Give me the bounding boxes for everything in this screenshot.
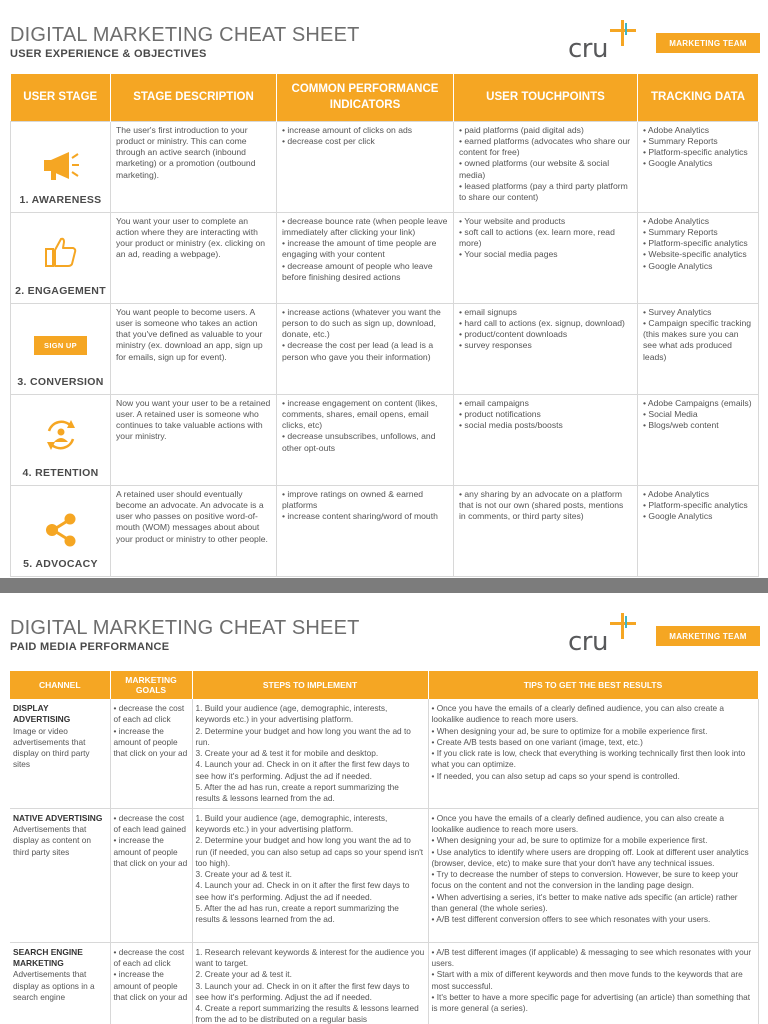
channel-cell — [10, 808, 110, 942]
sign-up-button-icon: SIGN UP — [34, 336, 87, 355]
table-row — [10, 942, 758, 1024]
list-item: 3. Create your ad & test it. — [195, 869, 292, 880]
list-item: • Summary Reports — [643, 226, 718, 237]
list-item: • earned platforms (advocates who share our content for free) — [459, 135, 631, 158]
list-item: • increase the amount of time people are engaging with your content — [282, 238, 437, 260]
list-item: 1. Build your audience (age, demographic, interests, keywords etc.) in your advertising platform. — [195, 812, 388, 834]
megaphone-icon — [41, 148, 81, 184]
list-item: • decrease bounce rate (when people leave immediately after clicking your link) — [282, 215, 448, 237]
tracking-cell — [638, 121, 759, 212]
header-stage-description: STAGE DESCRIPTION — [111, 74, 277, 121]
list-item: • Your social media pages — [459, 249, 558, 260]
list-item: • decrease the cost of each ad click — [113, 946, 185, 968]
table-header-row — [11, 74, 759, 121]
list-item: • decrease cost per click — [282, 135, 375, 146]
indicators-cell — [277, 212, 454, 303]
tracking-cell — [638, 303, 759, 394]
goals-cell — [110, 808, 192, 942]
tips-cell — [428, 808, 758, 942]
list-item: • Platform-specific analytics — [643, 147, 748, 158]
header-tips: TIPS TO GET THE BEST RESULTS — [428, 671, 758, 699]
table-row — [10, 699, 758, 808]
list-item: 1. Build your audience (age, demographic, interests, keywords etc.) in your advertising platform. — [195, 703, 388, 725]
share-icon — [44, 512, 78, 548]
list-item: • Google Analytics — [643, 260, 713, 271]
list-item: • any sharing by an advocate on a platform that is not our own (shared posts, mentions in comments, or third party sites) — [459, 488, 624, 522]
list-item: • survey responses — [459, 340, 532, 351]
channel-name: NATIVE ADVERTISING — [13, 812, 103, 823]
list-item: • If needed, you can also setup ad caps so your spend is controlled. — [431, 770, 680, 781]
list-item: 4. Create a report summarizing the results & lessons learned from the ad to be distributed on a regular basis — [195, 1003, 419, 1024]
list-item: • A/B test different images (if applicable) & messaging to see which resonates with your users. — [431, 946, 752, 968]
list-item: 4. Launch your ad. Check in on it after the first few days to see how it's performing. Adjust the ad if needed. — [195, 759, 410, 781]
thumbs-up-icon — [44, 235, 78, 269]
touchpoints-cell — [454, 394, 638, 485]
header-marketing-goals: MARKETING GOALS — [110, 671, 192, 699]
list-item: • Google Analytics — [643, 158, 713, 169]
list-item: • owned platforms (our website & social media) — [459, 158, 610, 180]
list-item: • If you click rate is low, check that everything is working technically first then look into what you can optimize. — [431, 748, 746, 770]
list-item: • increase the amount of people that click on your ad — [113, 835, 188, 868]
list-item: • Create A/B tests based on one variant (image, text, etc.) — [431, 736, 643, 747]
list-item: 1. Research relevant keywords & interest for the audience you want to target. — [195, 946, 425, 968]
page-subtitle: PAID MEDIA PERFORMANCE — [10, 641, 170, 653]
list-item: • social media posts/boosts — [459, 420, 563, 431]
list-item: • Adobe Analytics — [643, 488, 710, 499]
cru-logo — [568, 613, 638, 659]
list-item: • When designing your ad, be sure to optimize for a mobile experience first. — [431, 725, 708, 736]
user-stages-table — [10, 74, 759, 577]
header-steps: STEPS TO IMPLEMENT — [192, 671, 428, 699]
logo-text: cru — [568, 34, 608, 64]
tracking-cell — [638, 212, 759, 303]
list-item: • increase content sharing/word of mouth — [282, 511, 438, 522]
stage-cell — [11, 212, 111, 303]
list-item: • A/B test different conversion offers to see which resonates with your users. — [431, 914, 711, 925]
marketing-team-badge: MARKETING TEAM — [656, 33, 760, 53]
stage-cell — [11, 485, 111, 576]
list-item: • Start with a mix of different keywords and then move funds to the keywords that are most successful. — [431, 969, 743, 991]
table-row — [11, 485, 759, 576]
touchpoints-cell — [454, 121, 638, 212]
list-item: • Blogs/web content — [643, 420, 719, 431]
list-item: 2. Determine your budget and how long you want the ad to run. — [195, 725, 411, 747]
list-item: • improve ratings on owned & earned platforms — [282, 488, 424, 510]
list-item: • Once you have the emails of a clearly defined audience, you can also create a lookalike audience to reach more users. — [431, 812, 725, 834]
header-performance-indicators: COMMON PERFORMANCE INDICATORS — [277, 74, 454, 121]
list-item: • It's better to have a more specific page for advertising (an article) than something that is more general (a series). — [431, 991, 751, 1014]
description-cell: You want your user to complete an action where they are interacting with your product or ministry (ex. clicking on an ad, reading a webpage). — [111, 212, 277, 303]
list-item: 5. After the ad has run, create a report summarizing the results & lessons learned from the ad. — [195, 782, 399, 804]
list-item: • hard call to actions (ex. signup, download) — [459, 317, 625, 328]
list-item: • Try to decrease the number of steps to conversion. However, be sure to keep your focus on the content and not the conversion in the landing page design. — [431, 869, 739, 891]
list-item: • When designing your ad, be sure to optimize for a mobile experience first. — [431, 835, 708, 846]
list-item: • increase engagement on content (likes, comments, shares, email opens, email clicks, etc) — [282, 397, 438, 431]
indicators-cell — [277, 485, 454, 576]
page-paid-media — [0, 593, 768, 1024]
list-item: • Campaign specific tracking (this makes sure you can see what ads produced leads) — [643, 317, 752, 362]
header-tracking-data: TRACKING DATA — [638, 74, 759, 121]
list-item: • Adobe Analytics — [643, 124, 710, 135]
list-item: • increase actions (whatever you want the person to do such as sign up, download, donate, etc.) — [282, 306, 441, 340]
table-header-row — [10, 671, 758, 699]
list-item: • email campaigns — [459, 397, 529, 408]
list-item: • increase amount of clicks on ads — [282, 124, 413, 135]
list-item: • When advertising a series, it's better to make native ads specific (an article) rather than general (the whole series). — [431, 891, 738, 914]
list-item: • Platform-specific analytics — [643, 499, 748, 510]
channel-description: Advertisements that display as content on third party sites — [13, 823, 91, 857]
logo-text: cru — [568, 627, 608, 657]
description-cell: The user's first introduction to your product or ministry. This can come through an active search (inbound marketing) or a promotion (outbound marketing). — [111, 121, 277, 212]
list-item: • Survey Analytics — [643, 306, 712, 317]
header-user-stage: USER STAGE — [11, 74, 111, 121]
table-row — [10, 808, 758, 942]
list-item: 5. After the ad has run, create a report summarizing the results & lessons learned from the ad. — [195, 903, 399, 925]
list-item: 3. Create your ad & test it for mobile and desktop. — [195, 748, 379, 759]
channel-name: SEARCH ENGINE MARKETING — [13, 946, 83, 968]
list-item: • soft call to actions (ex. learn more, read more) — [459, 226, 615, 249]
list-item: 3. Launch your ad. Check in on it after the first few days to see how it's performing. Adjust the ad if needed. — [195, 980, 410, 1002]
marketing-team-badge: MARKETING TEAM — [656, 626, 760, 646]
channel-name: DISPLAY ADVERTISING — [13, 703, 71, 725]
stage-name: 1. AWARENESS — [19, 194, 102, 207]
list-item: • Google Analytics — [643, 511, 713, 522]
list-item: • Summary Reports — [643, 135, 718, 146]
list-item: • leased platforms (pay a third party platform to share our content) — [459, 180, 628, 203]
header-channel: CHANNEL — [10, 671, 110, 699]
cru-logo — [568, 20, 638, 66]
list-item: • Once you have the emails of a clearly defined audience, you can also create a lookalike audience to reach more users. — [431, 703, 725, 725]
tracking-cell — [638, 394, 759, 485]
table-row — [11, 394, 759, 485]
channel-cell — [10, 942, 110, 1024]
touchpoints-cell — [454, 485, 638, 576]
list-item: • decrease the cost of each lead gained — [113, 812, 186, 834]
list-item: • paid platforms (paid digital ads) — [459, 124, 584, 135]
channel-description: Advertisements that display as options in a search engine — [13, 969, 95, 1002]
tracking-cell — [638, 485, 759, 576]
logo-cross-icon — [608, 20, 638, 46]
goals-cell — [110, 699, 192, 808]
list-item: • email signups — [459, 306, 517, 317]
paid-media-table — [10, 671, 759, 1024]
stage-cell — [11, 121, 111, 212]
stage-cell — [11, 303, 111, 394]
description-cell: Now you want your user to be a retained user. A retained user is someone who continues to take valuable actions with your ministry. — [111, 394, 277, 485]
logo-cross-icon — [608, 613, 638, 639]
list-item: • decrease unsubscribes, unfollows, and other opt-outs — [282, 431, 436, 453]
indicators-cell — [277, 394, 454, 485]
table-row — [11, 212, 759, 303]
list-item: • Platform-specific analytics — [643, 238, 748, 249]
description-cell: A retained user should eventually become an advocate. An advocate is a user who passes on positive word-of-mouth (WOM) messages about about your product or ministry to other people. — [111, 485, 277, 576]
list-item: • decrease the cost per lead (a lead is a person who gave you their information) — [282, 340, 434, 362]
indicators-cell — [277, 303, 454, 394]
indicators-cell — [277, 121, 454, 212]
list-item: • Social Media — [643, 408, 698, 419]
touchpoints-cell — [454, 212, 638, 303]
description-cell: You want people to become users. A user is someone who takes an action that you've defined as valuable to your ministry (ex. download an app, sign up for emails, sign up for event). — [111, 303, 277, 394]
list-item: 2. Determine your budget and how long you want the ad to run (if needed, you can also setup ad caps so your spend isn't too high). — [195, 835, 424, 868]
list-item: 2. Create your ad & test it. — [195, 969, 292, 980]
goals-cell — [110, 942, 192, 1024]
list-item: 4. Launch your ad. Check in on it after the first few days to see how it's performing. Adjust the ad if needed. — [195, 880, 410, 902]
list-item: • product/content downloads — [459, 329, 568, 340]
steps-cell — [192, 808, 428, 942]
header-user-touchpoints: USER TOUCHPOINTS — [454, 74, 638, 121]
page-title: DIGITAL MARKETING CHEAT SHEET — [10, 24, 360, 46]
tips-cell — [428, 942, 758, 1024]
list-item: • Your website and products — [459, 215, 566, 226]
list-item: • increase the amount of people that click on your ad — [113, 725, 188, 759]
list-item: • Adobe Campaigns (emails) — [643, 397, 752, 408]
channel-description: Image or video advertisements that display on third party sites — [13, 725, 90, 770]
steps-cell — [192, 942, 428, 1024]
steps-cell — [192, 699, 428, 808]
list-item: • Website-specific analytics — [643, 249, 747, 260]
stage-name: 5. ADVOCACY — [23, 558, 98, 571]
stage-name: 3. CONVERSION — [17, 376, 104, 389]
touchpoints-cell — [454, 303, 638, 394]
stage-name: 4. RETENTION — [22, 467, 99, 480]
channel-cell — [10, 699, 110, 808]
stage-name: 2. ENGAGEMENT — [15, 285, 106, 298]
page-subtitle: USER EXPERIENCE & OBJECTIVES — [10, 48, 207, 60]
tips-cell — [428, 699, 758, 808]
list-item: • decrease the cost of each ad click — [113, 703, 185, 725]
list-item: • product notifications — [459, 408, 541, 419]
table-row — [11, 303, 759, 394]
table-row — [11, 121, 759, 212]
list-item: • Adobe Analytics — [643, 215, 710, 226]
stage-cell — [11, 394, 111, 485]
list-item: • Use analytics to identify where users are dropping off. Look at different user analytics (browser, device, etc) to make sure that your don't have any technical issues. — [431, 846, 749, 868]
page-divider — [0, 578, 768, 593]
list-item: • decrease amount of people who leave before finishing desired actions — [282, 260, 433, 282]
page-title: DIGITAL MARKETING CHEAT SHEET — [10, 617, 360, 639]
list-item: • increase the amount of people that click on your ad — [113, 969, 188, 1002]
retention-cycle-icon — [43, 417, 79, 453]
